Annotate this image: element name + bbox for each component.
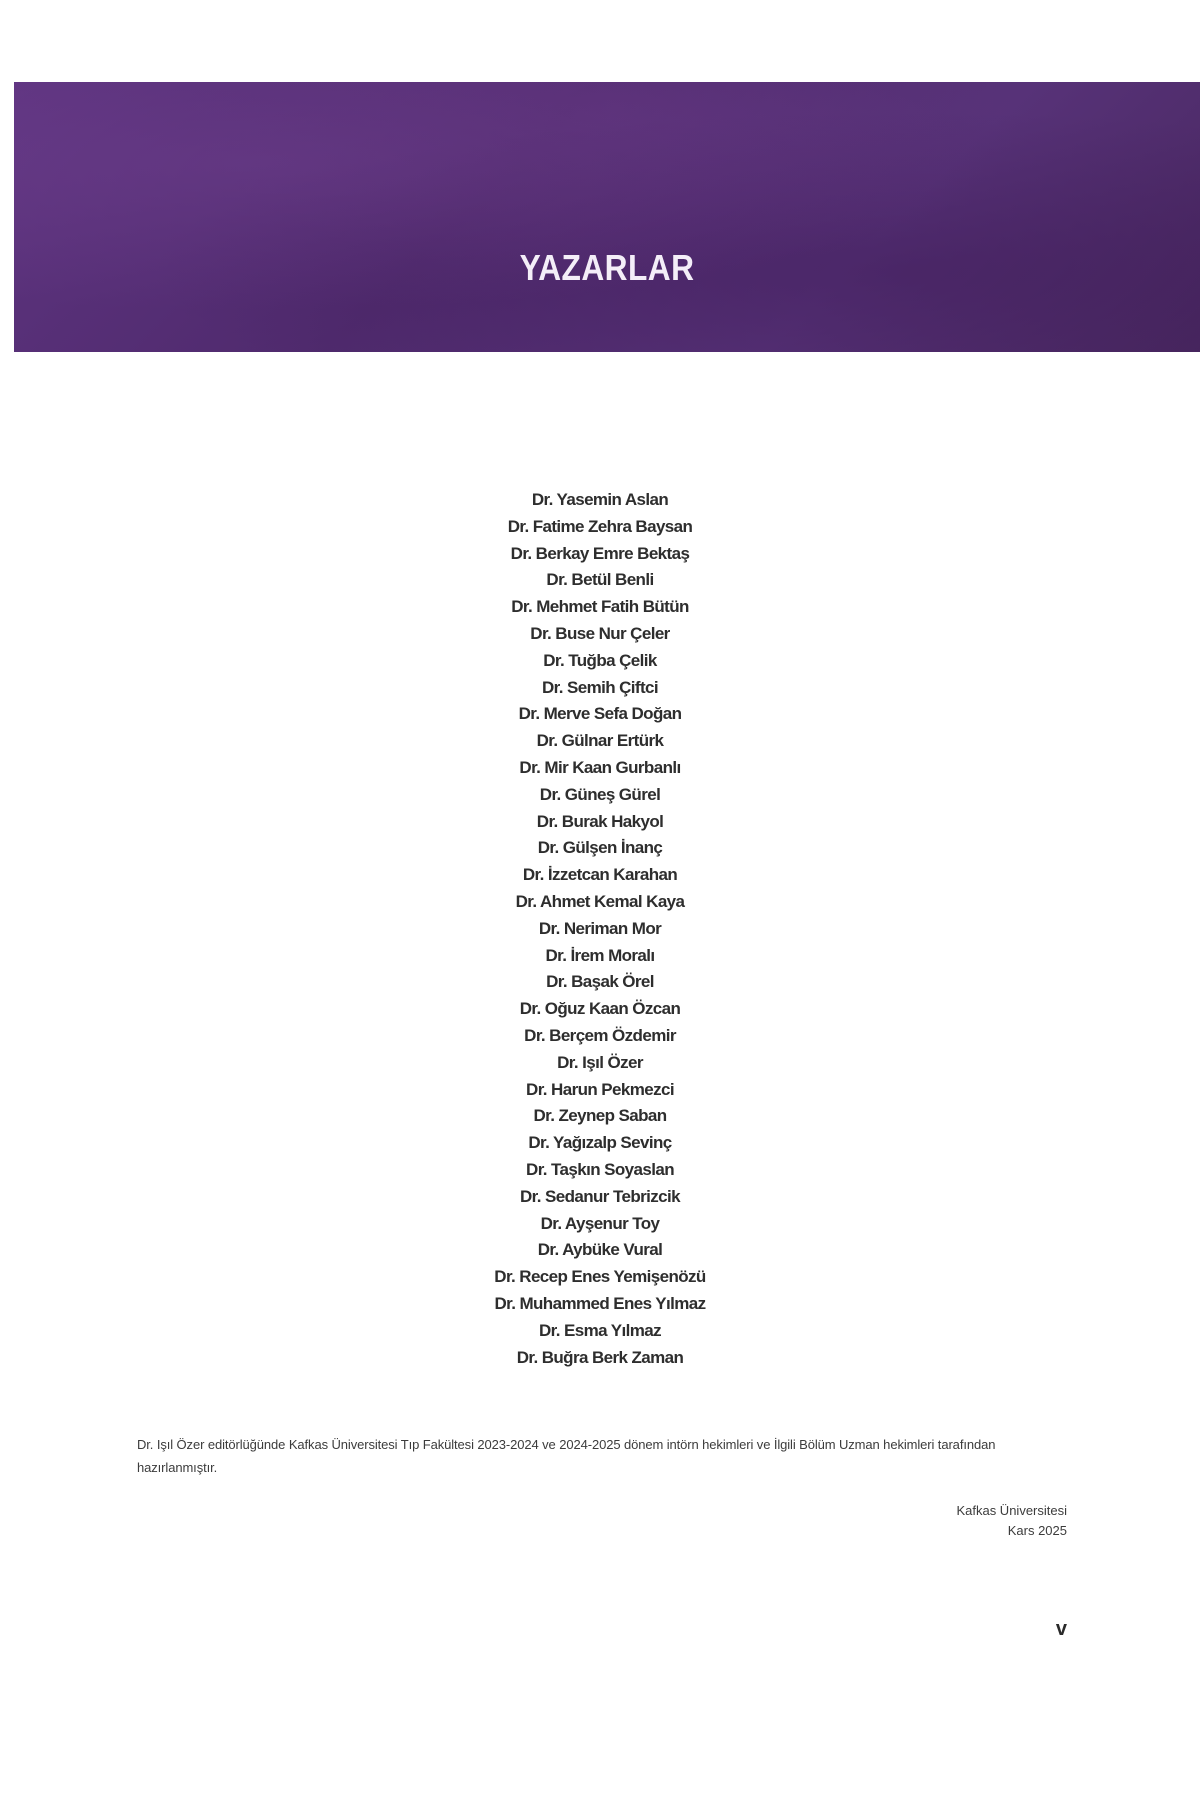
author-name: Dr. Buğra Berk Zaman: [516, 1347, 684, 1367]
author-name: Dr. Sedanur Tebrizcik: [520, 1186, 680, 1206]
author-name: Dr. Gülnar Ertürk: [536, 731, 664, 751]
author-name: Dr. Buse Nur Çeler: [530, 623, 670, 643]
author-list: [0, 487, 1200, 1371]
author-name: Dr. Merve Sefa Doğan: [518, 704, 682, 724]
author-name: Dr. Aybüke Vural: [537, 1240, 663, 1260]
author-name: Dr. Recep Enes Yemişenözü: [494, 1267, 706, 1287]
imprint: [956, 1501, 1067, 1541]
author-name: Dr. Yasemin Aslan: [531, 490, 669, 509]
author-name: Dr. Mehmet Fatih Bütün: [511, 597, 689, 617]
author-name: Dr. Muhammed Enes Yılmaz: [494, 1293, 706, 1313]
place-year: Kars 2025: [1007, 1523, 1067, 1538]
header-banner: [14, 82, 1200, 352]
author-name: Dr. Burak Hakyol: [536, 811, 664, 831]
author-name: Dr. Betül Benli: [546, 570, 654, 590]
author-name: Dr. Berkay Emre Bektaş: [510, 543, 690, 563]
author-name: Dr. Tuğba Çelik: [543, 650, 657, 670]
editorial-note: Dr. Işıl Özer editörlüğünde Kafkas Üniversitesi Tıp Fakültesi 2023-2024 ve 2024-2025 dönem intörn hekimleri ve İlgili Bölüm Uzman hekimleri tarafından hazırlanmıştır.: [137, 1437, 996, 1475]
author-name: Dr. İrem Moralı: [545, 945, 655, 965]
author-name: Dr. Zeynep Saban: [533, 1106, 667, 1126]
page-title: YAZARLAR: [519, 247, 695, 288]
author-name: Dr. İzzetcan Karahan: [522, 865, 678, 885]
author-name: Dr. Neriman Mor: [538, 918, 662, 938]
author-name: Dr. Ayşenur Toy: [540, 1213, 660, 1233]
author-name: Dr. Taşkın Soyaslan: [526, 1159, 674, 1179]
author-name: Dr. Fatime Zehra Baysan: [507, 516, 693, 536]
author-name: Dr. Mir Kaan Gurbanlı: [519, 757, 681, 777]
author-name: Dr. Ahmet Kemal Kaya: [515, 891, 685, 911]
author-name: Dr. Berçem Özdemir: [524, 1025, 676, 1045]
author-name: Dr. Işıl Özer: [557, 1052, 643, 1072]
author-name: Dr. Semih Çiftci: [541, 677, 659, 697]
author-name: Dr. Harun Pekmezci: [526, 1079, 674, 1099]
institution-name: Kafkas Üniversitesi: [956, 1503, 1067, 1518]
author-name: Dr. Yağızalp Sevinç: [528, 1133, 672, 1153]
page-number: v: [1055, 1618, 1067, 1640]
author-name: Dr. Gülşen İnanç: [537, 838, 663, 858]
author-name: Dr. Güneş Gürel: [539, 784, 661, 804]
author-name: Dr. Başak Örel: [546, 972, 654, 992]
author-name: Dr. Esma Yılmaz: [538, 1320, 662, 1340]
author-name: Dr. Oğuz Kaan Özcan: [519, 999, 681, 1019]
